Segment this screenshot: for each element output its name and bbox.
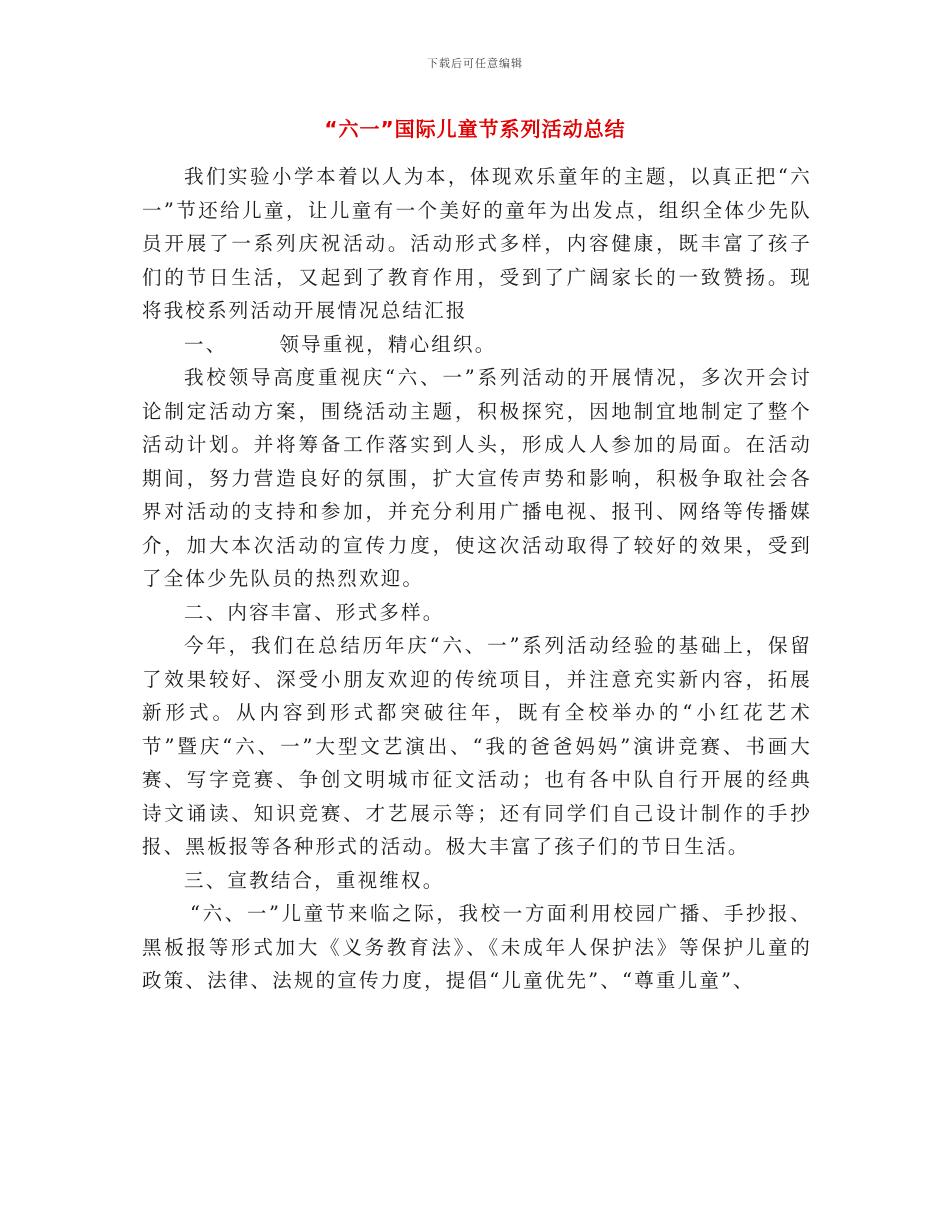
section-heading-1-text: 领导重视，精心组织。 bbox=[279, 332, 497, 356]
document-body bbox=[142, 160, 812, 998]
section-heading-1-number: 一、 bbox=[184, 332, 228, 356]
section-heading-1 bbox=[142, 328, 812, 362]
section-2-paragraph: 今年，我们在总结历年庆“六、一”系列活动经验的基础上，保留了效果较好、深受小朋友欢迎的传统项目，并注意充实新内容，拓展新形式。从内容到形式都突破往年，既有全校举办的“小红花艺术节”暨庆“六、一”大型文艺演出、“我的爸爸妈妈”演讲竞赛、书画大赛、写字竞赛、争创文明城市征文活动；也有各中队自行开展的经典诗文诵读、知识竞赛、才艺展示等；还有同学们自己设计制作的手抄报、黑板报等各种形式的活动。极大丰富了孩子们的节日生活。 bbox=[142, 634, 812, 858]
header-note: 下载后可任意编辑 bbox=[427, 57, 523, 70]
document-title: “六一”国际儿童节系列活动总结 bbox=[324, 117, 626, 141]
section-heading-3: 三、宣教结合，重视维权。 bbox=[184, 868, 445, 892]
intro-paragraph: 我们实验小学本着以人为本，体现欢乐童年的主题，以真正把“六一”节还给儿童，让儿童有一个美好的童年为出发点，组织全体少先队员开展了一系列庆祝活动。活动形式多样，内容健康，既丰富了孩子们的节日生活，又起到了教育作用，受到了广阔家长的一致赞扬。现将我校系列活动开展情况总结汇报 bbox=[142, 165, 812, 322]
section-3-paragraph: “六、一”儿童节来临之际，我校一方面利用校园广播、手抄报、黑板报等形式加大《义务教育法》、《未成年人保护法》等保护儿童的政策、法律、法规的宣传力度，提倡“儿童优先”、“尊重儿童”、 bbox=[142, 902, 812, 992]
section-heading-2: 二、内容丰富、形式多样。 bbox=[184, 600, 445, 624]
section-1-paragraph: 我校领导高度重视庆“六、一”系列活动的开展情况，多次开会讨论制定活动方案，围绕活动主题，积极探究，因地制宜地制定了整个活动计划。并将筹备工作落实到人头，形成人人参加的局面。在活动期间，努力营造良好的氛围，扩大宣传声势和影响，积极争取社会各界对活动的支持和参加，并充分利用广播电视、报刊、网络等传播媒介，加大本次活动的宣传力度，使这次活动取得了较好的效果，受到了全体少先队员的热烈欢迎。 bbox=[142, 366, 812, 590]
